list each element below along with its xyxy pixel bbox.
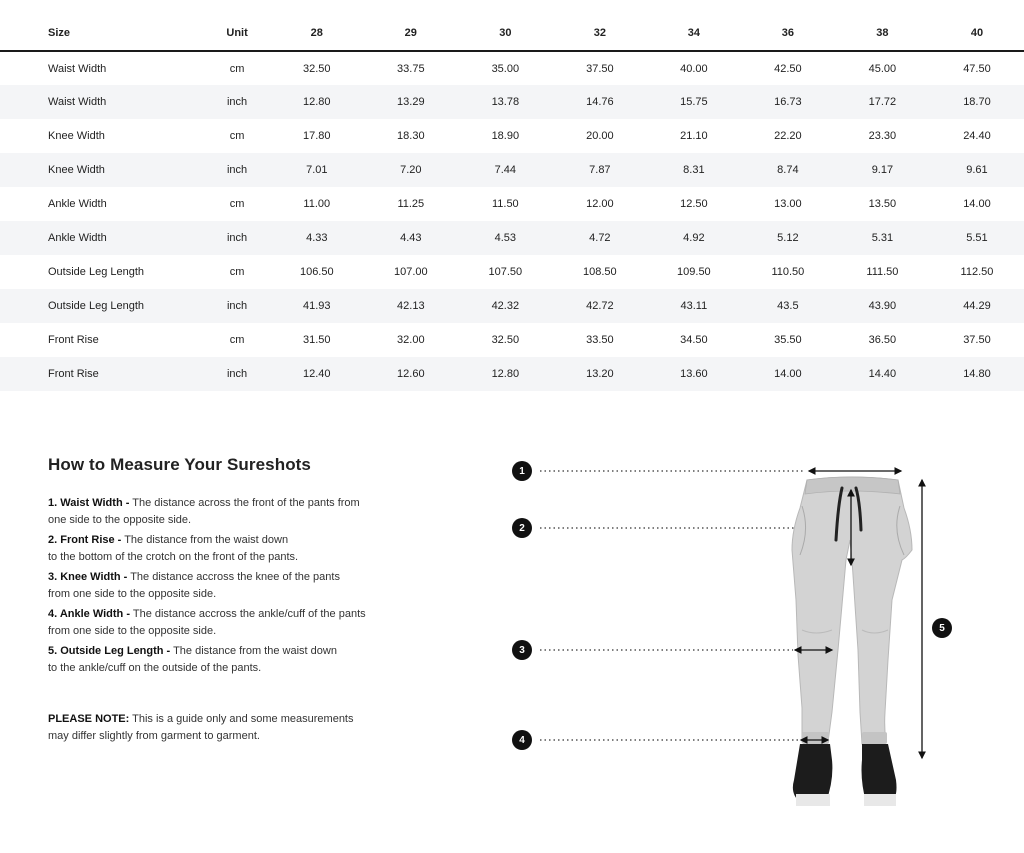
value-cell: 7.20 [364, 153, 458, 187]
value-cell: 22.20 [774, 130, 802, 142]
measurement-name-cell: Ankle Width [48, 198, 107, 210]
value-cell: 43.11 [647, 289, 741, 323]
unit-cell: cm [229, 334, 245, 346]
unit-cell: inch [204, 357, 269, 391]
header-cell: 32 [553, 16, 647, 51]
header-cell: 28 [270, 16, 364, 51]
value-cell: 11.00 [303, 198, 331, 210]
value-cell: 36.50 [868, 334, 897, 346]
value-cell: 13.78 [458, 85, 553, 119]
value-cell: 4.53 [458, 221, 553, 255]
value-cell: 11.50 [491, 198, 519, 210]
value-cell: 5.12 [741, 221, 835, 255]
instruction-item [48, 643, 378, 677]
value-cell: 14.80 [930, 357, 1024, 391]
instruction-item [48, 532, 378, 566]
value-cell: 18.70 [930, 85, 1024, 119]
value-cell: 43.90 [835, 289, 930, 323]
value-cell: 12.60 [364, 357, 458, 391]
value-cell: 14.00 [741, 357, 835, 391]
value-cell: 12.80 [458, 357, 553, 391]
header-cell: Size [0, 16, 204, 51]
value-cell: 41.93 [270, 289, 364, 323]
pants-body [792, 477, 912, 744]
table-row [0, 187, 1024, 221]
value-cell: 42.72 [553, 289, 647, 323]
measurement-name-cell: Front Rise [48, 334, 99, 346]
value-cell: 12.50 [680, 198, 708, 210]
measuring-guide [48, 455, 378, 745]
unit-cell: cm [229, 198, 245, 210]
table-header-row [0, 16, 1024, 51]
measurement-name-cell: Ankle Width [0, 221, 204, 255]
value-cell: 8.74 [741, 153, 835, 187]
value-cell: 24.40 [963, 130, 991, 142]
value-cell: 9.61 [930, 153, 1024, 187]
value-cell: 14.40 [835, 357, 930, 391]
pants-illustration [500, 450, 970, 830]
table-row [0, 119, 1024, 153]
table-row [0, 85, 1024, 119]
marker-front-rise: 2 [512, 518, 532, 538]
value-cell: 107.00 [393, 266, 428, 278]
marker-ankle: 4 [512, 730, 532, 750]
value-cell: 13.20 [553, 357, 647, 391]
table-row [0, 153, 1024, 187]
instruction-text-1: The distance from the waist down [121, 534, 289, 546]
value-cell: 109.50 [677, 266, 711, 278]
instruction-item [48, 606, 378, 640]
instruction-label: 3. Knee Width - [48, 571, 128, 583]
value-cell: 35.00 [491, 62, 520, 75]
header-cell: 29 [364, 16, 458, 51]
instruction-text-2: one side to the opposite side. [48, 514, 192, 526]
value-cell: 111.50 [866, 266, 899, 278]
value-cell: 43.5 [741, 289, 835, 323]
marker-knee: 3 [512, 640, 532, 660]
value-cell: 32.00 [397, 334, 425, 346]
header-cell: 38 [835, 16, 930, 51]
value-cell: 4.33 [270, 221, 364, 255]
instruction-text-2: to the bottom of the crotch on the front of the pants. [48, 551, 299, 563]
header-cell: 40 [930, 16, 1024, 51]
value-cell: 32.50 [303, 62, 331, 75]
header-cell: 36 [741, 16, 835, 51]
instruction-item [48, 569, 378, 603]
value-cell: 14.76 [553, 85, 647, 119]
measurement-name-cell: Knee Width [48, 130, 105, 142]
value-cell: 13.60 [647, 357, 741, 391]
measurement-name-cell: Outside Leg Length [0, 289, 204, 323]
unit-cell: inch [204, 289, 269, 323]
value-cell: 31.50 [303, 334, 331, 346]
value-cell: 37.50 [963, 334, 991, 346]
instruction-label: 5. Outside Leg Length - [48, 645, 171, 657]
value-cell: 33.50 [586, 334, 614, 346]
value-cell: 14.00 [963, 198, 991, 210]
instruction-text-2: to the ankle/cuff on the outside of the pants. [48, 662, 262, 674]
note-line-1: This is a guide only and some measurements [129, 713, 354, 725]
measurement-name-cell: Front Rise [0, 357, 204, 391]
value-cell: 106.50 [299, 266, 334, 278]
instruction-text-2: from one side to the opposite side. [48, 625, 217, 637]
measurement-name-cell: Knee Width [0, 153, 204, 187]
header-cell: 30 [458, 16, 553, 51]
value-cell: 20.00 [586, 130, 614, 142]
value-cell: 4.43 [364, 221, 458, 255]
table-row [0, 51, 1024, 85]
instruction-label: 4. Ankle Width - [48, 608, 130, 620]
size-chart-table [0, 16, 1024, 391]
value-cell: 11.25 [397, 198, 425, 210]
measurement-name-cell: Outside Leg Length [48, 266, 145, 278]
unit-cell: cm [229, 266, 245, 278]
instruction-text-2: from one side to the opposite side. [48, 588, 217, 600]
value-cell: 112.50 [960, 266, 994, 278]
value-cell: 5.51 [930, 221, 1024, 255]
table-row [0, 255, 1024, 289]
value-cell: 12.80 [270, 85, 364, 119]
value-cell: 108.50 [583, 266, 617, 278]
value-cell: 7.44 [458, 153, 553, 187]
value-cell: 21.10 [680, 130, 708, 142]
header-cell: 34 [647, 16, 741, 51]
instruction-text-1: The distance accross the ankle/cuff of the pants [130, 608, 366, 620]
value-cell: 42.13 [364, 289, 458, 323]
value-cell: 42.32 [458, 289, 553, 323]
unit-cell: cm [229, 62, 245, 75]
header-cell: Unit [204, 16, 269, 51]
value-cell: 12.00 [586, 198, 614, 210]
shoes [793, 744, 897, 806]
unit-cell: inch [204, 153, 269, 187]
value-cell: 34.50 [680, 334, 708, 346]
value-cell: 33.75 [397, 62, 425, 75]
value-cell: 13.50 [868, 198, 897, 210]
instruction-text-1: The distance from the waist down [170, 645, 337, 657]
measurement-diagram [500, 450, 970, 830]
value-cell: 110.50 [771, 266, 805, 278]
value-cell: 44.29 [930, 289, 1024, 323]
marker-waist: 1 [512, 461, 532, 481]
marker-outside-leg: 5 [932, 618, 952, 638]
guide-note [48, 711, 378, 745]
value-cell: 42.50 [774, 62, 802, 75]
value-cell: 35.50 [774, 334, 802, 346]
value-cell: 18.30 [397, 130, 425, 142]
measurement-name-cell: Waist Width [0, 85, 204, 119]
value-cell: 40.00 [680, 62, 708, 75]
instruction-text-1: The distance across the front of the pants from [129, 497, 360, 509]
value-cell: 7.01 [270, 153, 364, 187]
value-cell: 47.50 [963, 62, 991, 75]
value-cell: 18.90 [491, 130, 520, 142]
table-row [0, 289, 1024, 323]
note-line-2: may differ slightly from garment to garment. [48, 730, 260, 742]
value-cell: 12.40 [270, 357, 364, 391]
instruction-list [48, 495, 378, 677]
value-cell: 8.31 [647, 153, 741, 187]
value-cell: 9.17 [835, 153, 930, 187]
unit-cell: cm [229, 130, 245, 142]
table-body [0, 51, 1024, 391]
measurement-name-cell: Waist Width [48, 62, 107, 75]
instruction-label: 2. Front Rise - [48, 534, 122, 546]
value-cell: 7.87 [553, 153, 647, 187]
value-cell: 16.73 [741, 85, 835, 119]
guide-title: How to Measure Your Sureshots [48, 455, 311, 474]
value-cell: 17.80 [303, 130, 331, 142]
table-row [0, 221, 1024, 255]
instruction-text-1: The distance accross the knee of the pants [127, 571, 340, 583]
value-cell: 17.72 [835, 85, 930, 119]
value-cell: 45.00 [868, 62, 897, 75]
note-label: PLEASE NOTE: [48, 713, 130, 725]
value-cell: 15.75 [647, 85, 741, 119]
value-cell: 5.31 [835, 221, 930, 255]
instruction-label: 1. Waist Width - [48, 497, 130, 509]
value-cell: 13.29 [364, 85, 458, 119]
instruction-item [48, 495, 378, 529]
value-cell: 32.50 [491, 334, 520, 346]
unit-cell: inch [204, 221, 269, 255]
value-cell: 13.00 [774, 198, 802, 210]
value-cell: 107.50 [488, 266, 523, 278]
value-cell: 4.72 [553, 221, 647, 255]
value-cell: 4.92 [647, 221, 741, 255]
table-row [0, 357, 1024, 391]
unit-cell: inch [204, 85, 269, 119]
value-cell: 23.30 [868, 130, 897, 142]
table-row [0, 323, 1024, 357]
value-cell: 37.50 [586, 62, 614, 75]
